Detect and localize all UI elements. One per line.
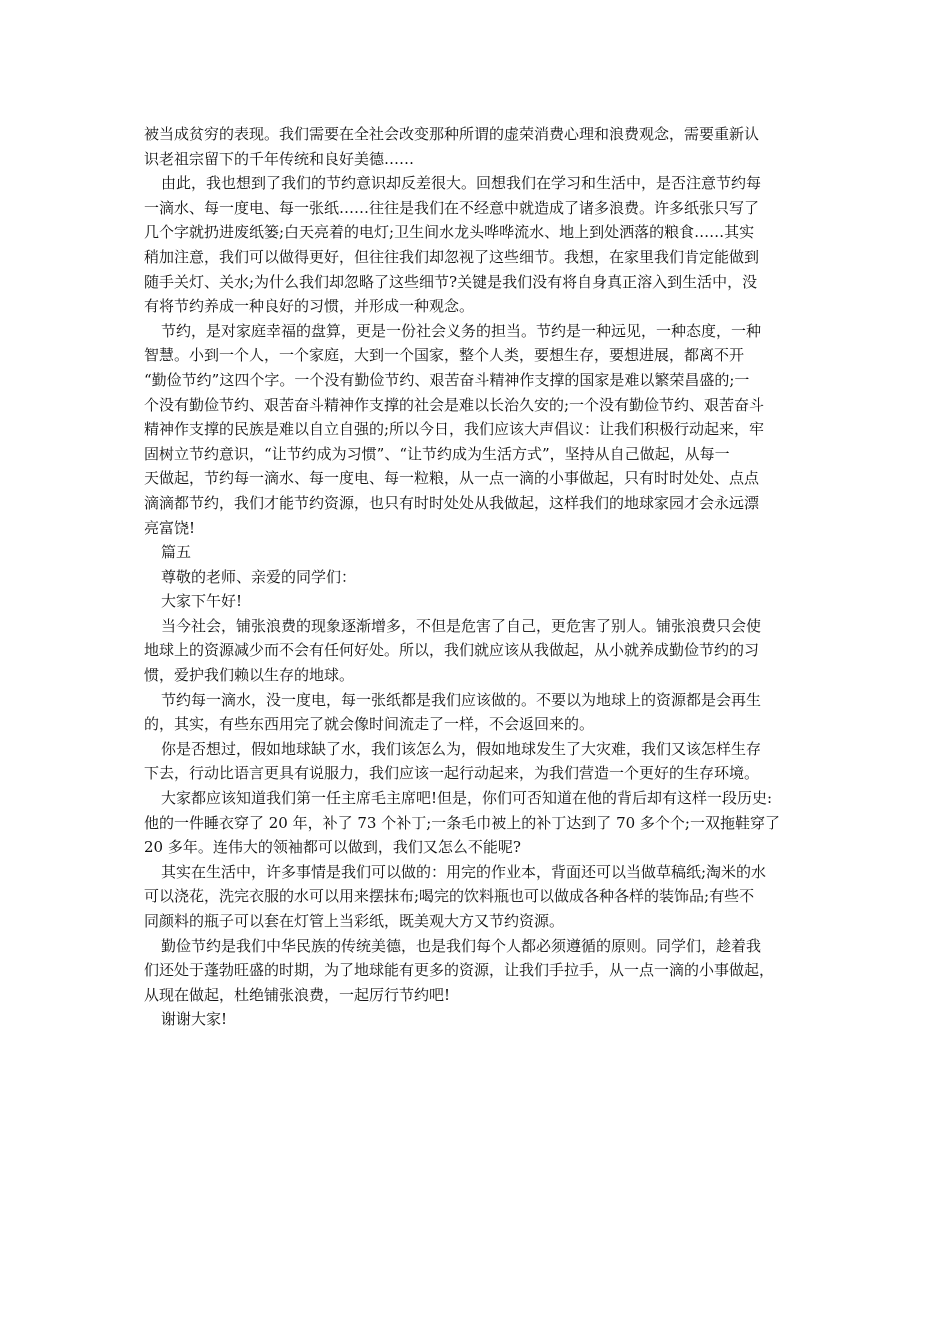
paragraph-save-water — [144, 688, 804, 737]
text-line: 节约每一滴水，没一度电，每一张纸都是我们应该做的。不要以为地球上的资源都是会再生 — [161, 690, 762, 709]
text-line: 亮富饶! — [144, 518, 196, 537]
text-line: 惯，爱护我们赖以生存的地球。 — [144, 666, 355, 685]
paragraph-awareness — [144, 171, 804, 319]
text-line: 智慧。小到一个人，一个家庭，大到一个国家，整个人类，要想生存，要想进展，都离不开 — [144, 346, 745, 365]
text-line: 稍加注意，我们可以做得更好，但往往我们却忽视了这些细节。我想，在家里我们肯定能做到 — [144, 247, 760, 266]
text-line: 识老祖宗留下的千年传统和良好美德…… — [144, 149, 415, 168]
paragraph-thrift — [144, 319, 804, 540]
text-line: 勤俭节约是我们中华民族的传统美德，也是我们每个人都必须遵循的原则。同学们，趁着我 — [161, 936, 762, 955]
text-line: 同颜料的瓶子可以套在灯管上当彩纸，既美观大方又节约资源。 — [144, 912, 565, 930]
text-line: 滴滴都节约，我们才能节约资源，也只有时时处处从我做起，这样我们的地球家园才会永远漂 — [144, 493, 760, 512]
closing-thanks — [144, 1007, 804, 1032]
text-line: 你是否想过，假如地球缺了水，我们该怎么为，假如地球发生了大灾难，我们又该怎样生存 — [161, 739, 762, 758]
text-line: 尊敬的老师、亲爱的同学们： — [161, 567, 357, 586]
text-line: 篇五 — [161, 543, 192, 562]
text-line: 下去，行动比语言更具有说服力，我们应该一起行动起来，为我们营造一个更好的生存环境。 — [144, 764, 760, 783]
text-line: 从现在做起，杜绝铺张浪费，一起厉行节约吧! — [144, 985, 451, 1004]
paragraph-imagine — [144, 737, 804, 786]
text-line: 他的一件睡衣穿了 20 年，补了 73 个补丁;一条毛巾被上的补丁达到了 70 多个个;一双拖鞋穿了 — [144, 813, 780, 832]
text-line: 地球上的资源减少而不会有任何好处。所以，我们就应该从我做起，从小就养成勤俭节约的习 — [144, 641, 760, 660]
paragraph-daily-life — [144, 860, 804, 934]
text-line: 的，其实，有些东西用完了就会像时间流走了一样，不会返回来的。 — [144, 715, 595, 734]
text-line: 一滴水、每一度电、每一张纸……往往是我们在不经意中就造成了诸多浪费。许多纸张只写了 — [144, 198, 760, 217]
text-line: 大家都应该知道我们第一任主席毛主席吧!但是，你们可否知道在他的背后却有这样一段历史: — [161, 789, 773, 808]
text-line: 大家下午好! — [161, 592, 243, 611]
text-line: 们还处于蓬勃旺盛的时期，为了地球能有更多的资源，让我们手拉手，从一点一滴的小事做起， — [144, 961, 775, 980]
text-line: 当今社会，铺张浪费的现象逐渐增多，不但是危害了自己，更危害了别人。铺张浪费只会使 — [161, 616, 762, 635]
text-line: 天做起，节约每一滴水、每一度电、每一粒粮，从一点一滴的小事做起，只有时时处处、点点 — [144, 469, 760, 488]
text-line: 被当成贫穷的表现。我们需要在全社会改变那种所谓的虚荣消费心理和浪费观念，需要重新认 — [144, 125, 760, 143]
paragraph-waste — [144, 614, 804, 688]
text-line: 几个字就扔进废纸篓;白天亮着的电灯;卫生间水龙头哗哗流水、地上到处洒落的粮食……其实 — [144, 223, 755, 242]
text-line: 有将节约养成一种良好的习惯，并形成一种观念。 — [144, 297, 475, 316]
paragraph-continuation — [144, 122, 804, 171]
section-heading — [144, 540, 804, 565]
greeting — [144, 589, 804, 614]
text-line: 可以浇花，洗完衣服的水可以用来摆抹布;喝完的饮料瓶也可以做成各种各样的装饰品;有些不 — [144, 887, 755, 906]
text-line: 由此，我也想到了我们的节约意识却反差很大。回想我们在学习和生活中，是否注意节约每 — [161, 174, 762, 193]
text-line: 谢谢大家! — [161, 1010, 228, 1029]
text-line: 20 多年。连伟大的领袖都可以做到，我们又怎么不能呢? — [144, 838, 521, 857]
text-line: 随手关灯、关水;为什么我们却忽略了这些细节?关键是我们没有将自身真正溶入到生活中，没 — [144, 272, 758, 291]
paragraph-history — [144, 786, 804, 860]
text-line: “勤俭节约”这四个字。一个没有勤俭节约、艰苦奋斗精神作支撑的国家是难以繁荣昌盛的;一 — [144, 370, 750, 389]
text-line: 节约，是对家庭幸福的盘算，更是一份社会义务的担当。节约是一种远见，一种态度，一种 — [161, 321, 762, 340]
text-line: 个没有勤俭节约、艰苦奋斗精神作支撑的社会是难以长治久安的;一个没有勤俭节约、艰苦奋斗 — [144, 395, 765, 414]
paragraph-conclusion — [144, 934, 804, 1008]
text-line: 精神作支撑的民族是难以自立自强的;所以今日，我们应该大声倡议：让我们积极行动起来，牢 — [144, 420, 765, 439]
salutation — [144, 565, 804, 590]
text-line: 其实在生活中，许多事情是我们可以做的：用完的作业本，背面还可以当做草稿纸;淘米的水 — [161, 862, 767, 881]
document-body — [144, 122, 804, 1032]
text-line: 固树立节约意识，“让节约成为习惯”、“让节约成为生活方式”，坚持从自己做起，从每一 — [144, 444, 730, 463]
